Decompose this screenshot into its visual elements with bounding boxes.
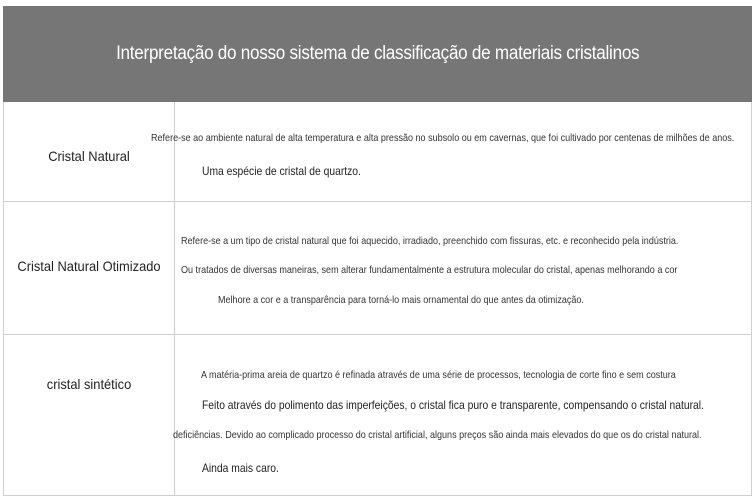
row-text-line: Feito através do polimento das imperfeições, o cristal fica puro e transparente, compensando o cristal natural. bbox=[202, 398, 704, 412]
column-divider bbox=[174, 335, 175, 495]
page-title: Interpretação do nosso sistema de classificação de materiais cristalinos bbox=[115, 43, 640, 64]
row-text-line: deficiências. Devido ao complicado processo do cristal artificial, alguns preços são ainda mais elevados do que os do cristal natural. bbox=[173, 429, 702, 441]
row-label-cristal-sintetico: cristal sintético bbox=[46, 376, 132, 392]
row-label-cristal-natural: Cristal Natural bbox=[48, 148, 130, 164]
column-divider bbox=[174, 202, 175, 334]
row-text-line: Ou tratados de diversas maneiras, sem alterar fundamentalmente a estrutura molecular do cristal, apenas melhorando a cor bbox=[181, 264, 678, 276]
table-row-cristal-natural-otimizado bbox=[4, 202, 751, 335]
column-divider bbox=[174, 102, 175, 201]
row-text-line: Ainda mais caro. bbox=[202, 461, 279, 475]
row-text-line: Uma espécie de cristal de quartzo. bbox=[202, 164, 361, 178]
row-text-line: Refere-se ao ambiente natural de alta temperatura e alta pressão no subsolo ou em cavernas, que foi cultivado por centenas de milhões de anos. bbox=[151, 132, 735, 144]
row-text-line: Refere-se a um tipo de cristal natural que foi aquecido, irradiado, preenchido com fissuras, etc. e reconhecido pela indústria. bbox=[181, 235, 679, 247]
table-row-cristal-sintetico bbox=[4, 335, 751, 495]
table-row-cristal-natural bbox=[4, 102, 751, 202]
row-text-line: Melhore a cor e a transparência para torná-lo mais ornamental do que antes da otimização. bbox=[218, 294, 584, 306]
table-header bbox=[3, 6, 752, 102]
row-label-cristal-natural-otimizado: Cristal Natural Otimizado bbox=[17, 258, 161, 274]
classification-table bbox=[3, 102, 752, 496]
row-text-line: A matéria-prima areia de quartzo é refinada através de uma série de processos, tecnologia de corte fino e sem costura bbox=[201, 369, 676, 381]
